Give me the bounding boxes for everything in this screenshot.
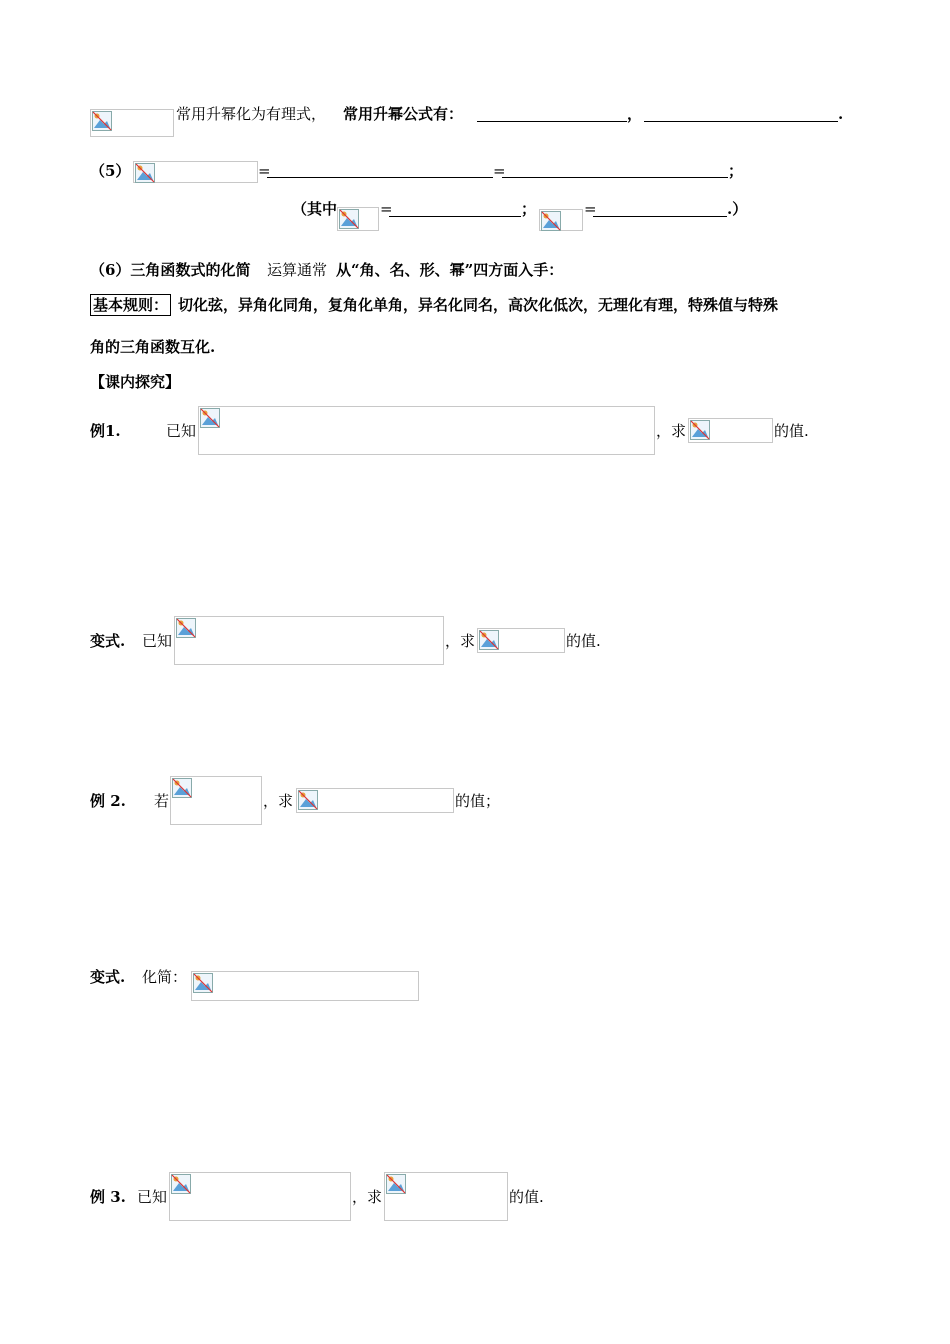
var1-comma-seek: ，求	[445, 632, 476, 650]
rules-line2: 角的三角函数互化.	[90, 338, 216, 356]
ex1-known: 已知	[166, 422, 197, 440]
section-title: 【课内探究】	[90, 373, 181, 391]
broken-image-icon	[298, 790, 318, 810]
broken-image-icon	[172, 778, 192, 798]
var2-label: 变式.	[90, 968, 126, 986]
ex2-comma-seek: ，求	[263, 792, 294, 810]
line1-comma: ，	[627, 105, 643, 123]
line1-period: .	[838, 105, 844, 123]
fill-blank[interactable]	[267, 177, 493, 178]
fill-blank[interactable]	[477, 121, 627, 122]
where-eq2: =	[584, 200, 597, 218]
broken-image-icon	[339, 209, 359, 229]
fill-blank[interactable]	[593, 216, 727, 217]
ex3-known: 已知	[137, 1188, 168, 1206]
ex3-comma-seek: ，求	[352, 1188, 383, 1206]
formula-image	[198, 406, 655, 455]
where-open: （其中	[292, 200, 338, 218]
ex1-comma-seek: ，求	[656, 422, 687, 440]
line1-text-a: 常用升幂化为有理式，	[176, 105, 327, 123]
item5-label: （5）	[90, 162, 131, 180]
var1-known: 已知	[142, 632, 173, 650]
formula-image	[133, 161, 258, 183]
ex2-if: 若	[154, 792, 170, 810]
formula-image	[174, 616, 444, 665]
formula-image	[688, 418, 773, 443]
formula-image	[539, 209, 583, 231]
formula-image	[169, 1172, 351, 1221]
ex1-label: 例1.	[90, 422, 121, 440]
item5-eq1: =	[258, 162, 271, 180]
ex3-tail: 的值.	[509, 1188, 544, 1206]
broken-image-icon	[541, 211, 561, 231]
formula-image	[296, 788, 454, 813]
broken-image-icon	[193, 973, 213, 993]
item5-eq2: =	[493, 162, 506, 180]
broken-image-icon	[92, 111, 112, 131]
item6-label: （6）三角函数式的化简	[90, 261, 251, 279]
broken-image-icon	[171, 1174, 191, 1194]
where-semi: ；	[521, 200, 537, 218]
ex2-tail: 的值；	[455, 792, 501, 810]
fill-blank[interactable]	[502, 177, 728, 178]
formula-image	[477, 628, 565, 653]
where-close: .）	[727, 200, 748, 218]
fill-blank[interactable]	[389, 216, 521, 217]
formula-image	[337, 207, 379, 231]
broken-image-icon	[200, 408, 220, 428]
broken-image-icon	[479, 630, 499, 650]
item5-semicolon: ；	[728, 162, 744, 180]
formula-image	[384, 1172, 508, 1221]
var1-tail: 的值.	[566, 632, 601, 650]
fill-blank[interactable]	[644, 121, 838, 122]
formula-image	[170, 776, 262, 825]
rules-line1: 切化弦，异角化同角，复角化单角，异名化同名，高次化低次，无理化有理，特殊值与特殊	[178, 296, 779, 314]
item6-rest: 从“角、名、形、幂”四方面入手：	[336, 261, 564, 279]
rules-box-label: 基本规则：	[90, 294, 171, 316]
formula-image	[191, 971, 419, 1001]
var2-simplify: 化简：	[142, 968, 188, 986]
broken-image-icon	[386, 1174, 406, 1194]
item6-mid: 运算通常	[267, 261, 328, 279]
line1-text-b: 常用升幂公式有：	[343, 105, 464, 123]
ex1-tail: 的值.	[774, 422, 809, 440]
formula-image	[90, 109, 174, 137]
broken-image-icon	[176, 618, 196, 638]
where-eq1: =	[380, 200, 393, 218]
ex2-label: 例 2.	[90, 792, 126, 810]
var1-label: 变式.	[90, 632, 126, 650]
broken-image-icon	[135, 163, 155, 183]
broken-image-icon	[690, 420, 710, 440]
ex3-label: 例 3.	[90, 1188, 126, 1206]
